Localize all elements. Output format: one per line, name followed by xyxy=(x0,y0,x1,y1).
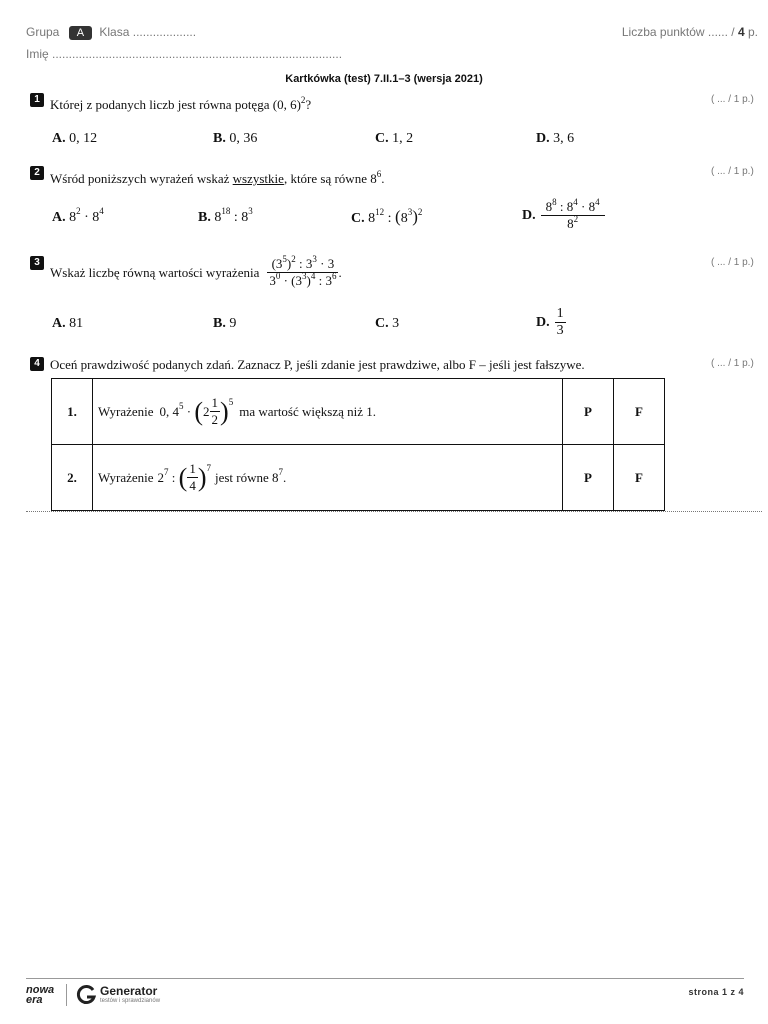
row-number: 2. xyxy=(52,445,93,511)
row-number: 1. xyxy=(52,379,93,445)
points-label: Liczba punktów ...... / xyxy=(621,25,735,39)
q3-answer-c[interactable]: C. 3 xyxy=(375,316,400,331)
question-4-points: ( ... / 1 p.) xyxy=(711,358,754,369)
q3-answer-a[interactable]: A. 81 xyxy=(52,316,84,331)
q2-answer-c[interactable]: C. $8^{12}$ : $(8^3)^2$ xyxy=(351,207,423,226)
true-false-table xyxy=(51,378,665,511)
q1-answer-b[interactable]: B. 0, 36 xyxy=(213,131,258,146)
question-1-text xyxy=(50,94,312,113)
points-suffix: p. xyxy=(747,25,758,39)
question-number-2: 2 xyxy=(30,166,44,180)
q1-answer-c[interactable]: C. 1, 2 xyxy=(375,131,414,146)
q2-answer-b[interactable]: B. $8^{18}$ : $8^3$ xyxy=(198,206,253,225)
generator-brand: Generator xyxy=(100,984,158,998)
question-2-text: Wśród poniższych wyrażeń wskaż wszystkie, które są równe $8^6$. xyxy=(50,168,385,186)
statement-2: Wyrażenie $2^7$ : ( $\frac{1}{4}$ ) $^7$ jest równe $8^7$. xyxy=(93,445,563,511)
page-title: Kartkówka (test) 7.II.1–3 (wersja 2021) xyxy=(285,73,483,85)
table-row xyxy=(52,379,665,445)
question-2-points: ( ... / 1 p.) xyxy=(711,166,754,177)
footer-divider xyxy=(26,978,744,979)
q2-answer-d[interactable]: D. $\frac{8^8 : 8^4 \cdot 8^4}{8^2}$ xyxy=(522,199,605,232)
question-4-text: Oceń prawdziwość podanych zdań. Zaznacz P, jeśli zdanie jest prawdziwe, albo F – jeśli jest fałszywe. xyxy=(50,357,585,372)
generator-subtitle: testów i sprawdzianów xyxy=(100,998,161,1004)
question-1-math: (0, 6)$^2$? xyxy=(272,94,312,112)
false-option-1[interactable]: F xyxy=(614,379,665,445)
false-option-2[interactable]: F xyxy=(614,445,665,511)
question-number-1: 1 xyxy=(30,93,44,107)
class-label: Klasa ................... xyxy=(99,25,197,39)
question-3-points: ( ... / 1 p.) xyxy=(711,257,754,268)
header-group-class xyxy=(26,25,196,40)
true-option-2[interactable]: P xyxy=(563,445,614,511)
q2-answer-a[interactable]: A. $8^2 \cdot 8^4$ xyxy=(52,206,104,225)
footer-logos xyxy=(26,984,160,1006)
question-3-text: Wskaż liczbę równą wartości wyrażenia $\frac{(3^5)^2 : 3^3 \cdot 3}{3^0 \cdot (3^3)^4 : 3^6}$ . xyxy=(50,253,342,288)
generator-logo-icon xyxy=(75,984,97,1006)
statement-1: Wyrażenie 0, $4^5$ · ( 2 $\frac{1}{2}$ ) $^5$ ma wartość większą niż 1. xyxy=(93,379,563,445)
page-number: strona 1 z 4 xyxy=(688,987,744,997)
table-row xyxy=(52,445,665,511)
question-3-expression: $\frac{(3^5)^2 : 3^3 \cdot 3}{3^0 \cdot (3^3)^4 : 3^6}$ xyxy=(269,253,337,288)
q1-answer-a[interactable]: A. 0, 12 xyxy=(52,131,98,146)
logo-divider xyxy=(66,984,67,1006)
question-number-4: 4 xyxy=(30,357,44,371)
question-2-math: $8^6$. xyxy=(370,168,385,186)
q1-answer-d[interactable]: D. 3, 6 xyxy=(536,131,575,146)
question-1-points: ( ... / 1 p.) xyxy=(711,94,754,105)
true-option-1[interactable]: P xyxy=(563,379,614,445)
name-line: Imię ....................................................................................... xyxy=(26,47,343,61)
q3-answer-d[interactable]: D. $\frac{1}{3}$ xyxy=(536,306,564,338)
q3-answer-b[interactable]: B. 9 xyxy=(213,316,237,331)
group-badge: A xyxy=(69,26,92,40)
group-label: Grupa xyxy=(26,25,60,39)
question-1-text-main: Której z podanych liczb jest równa potęga xyxy=(50,97,270,112)
header-points xyxy=(622,25,758,39)
points-total: 4 xyxy=(737,25,745,39)
section-divider xyxy=(26,511,762,512)
nowa-era-logo: nowa era xyxy=(26,984,55,1006)
question-2-underlined: wszystkie xyxy=(232,171,284,186)
question-number-3: 3 xyxy=(30,256,44,270)
